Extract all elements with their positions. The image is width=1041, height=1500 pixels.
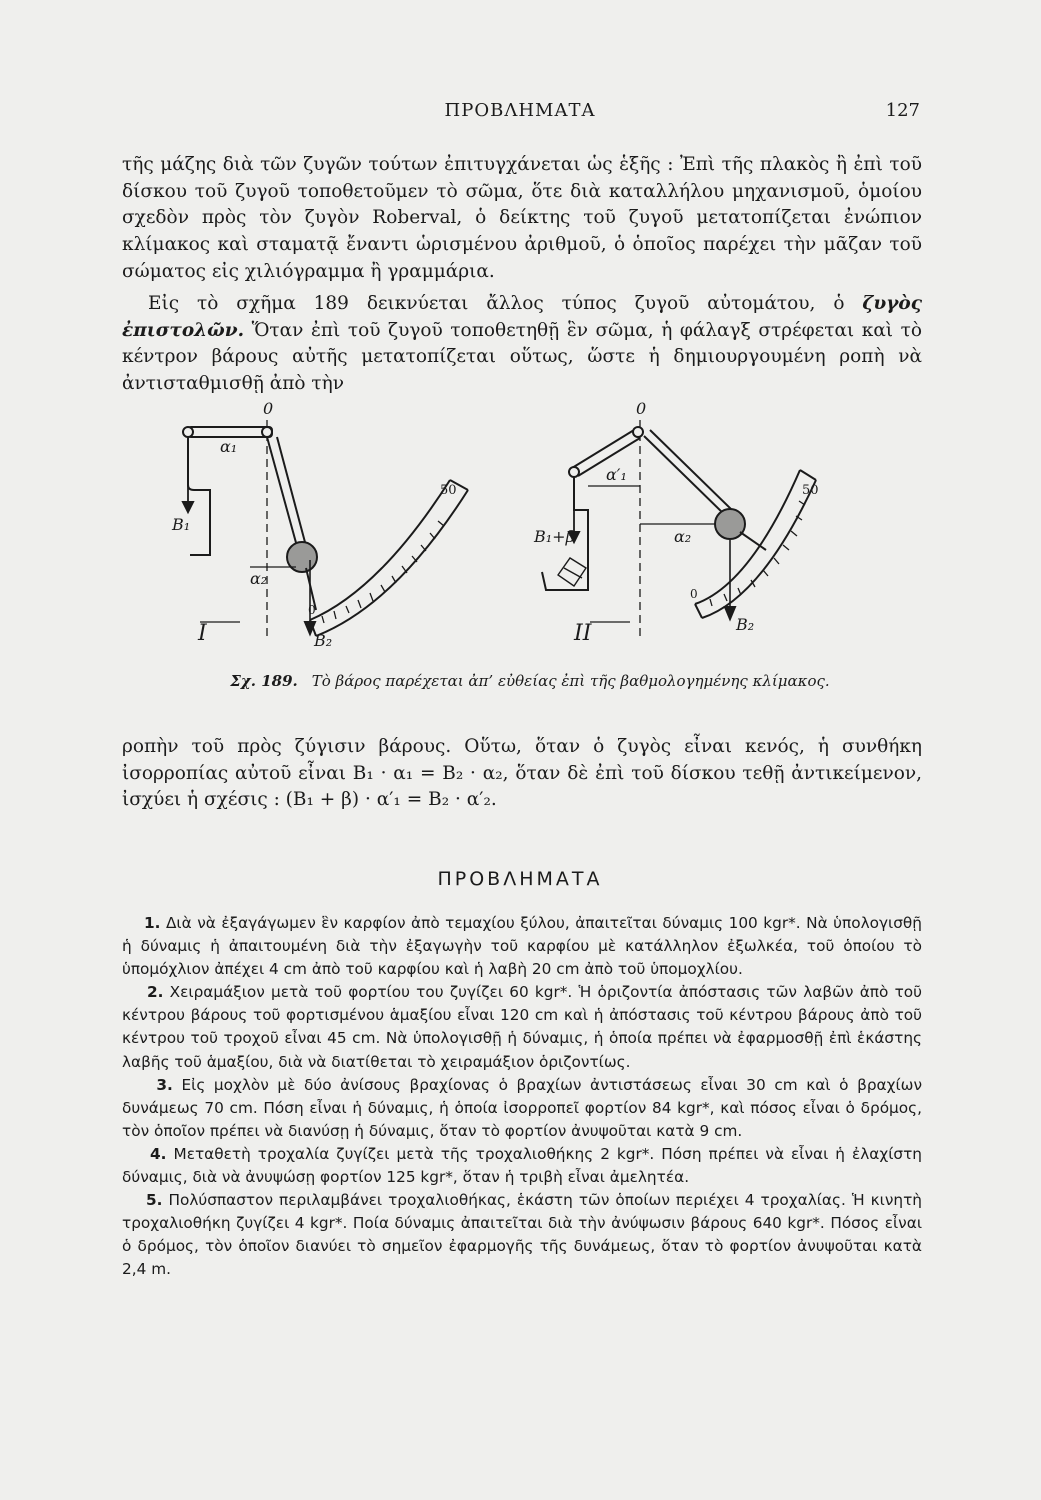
problem-number: 2. bbox=[146, 983, 164, 1002]
problem-item bbox=[122, 1189, 922, 1281]
left-pivot-2 bbox=[569, 467, 579, 477]
b2-label-1: B₂ bbox=[314, 631, 333, 650]
figure-189 bbox=[150, 390, 850, 670]
pivot-label-1: 0 bbox=[263, 399, 274, 418]
paragraph-3: ροπὴν τοῦ πρὸς ζύγισιν βάρους. Οὕτω, ὅταν ὁ ζυγὸς εἶναι κενός, ἡ συνθήκη ἰσορροπίας αὐτοῦ εἶναι B₁ · α₁ = B₂ · α₂, ὅταν δὲ ἐπὶ τοῦ δίσκου τεθῇ ἀντικείμενον, ἰσχύει ἡ σχέσις : (B₁ + β) · α′₁ = B₂ · α′₂. bbox=[122, 736, 922, 811]
main-pivot bbox=[262, 427, 272, 437]
roman-numeral-2: II bbox=[574, 621, 592, 646]
problem-number: 1. bbox=[144, 914, 161, 932]
paragraph-1: τῆς μάζης διὰ τῶν ζυγῶν τούτων ἐπιτυγχάνεται ὡς ἑξῆς : Ἐπὶ τῆς πλακὸς ἢ ἐπὶ τοῦ δίσκου τοῦ ζυγοῦ τοποθετοῦμεν τὸ σῶμα, ὅτε διὰ καταλλήλου μηχανισμοῦ, ὁμοίου σχεδὸν πρὸς τὸν ζυγὸν Roberval, ὁ δείκτης τοῦ ζυγοῦ μετατοπίζεται ἐνώπιον κλίμακος καὶ σταματᾷ ἔναντι ὡρισμένου ἀριθμοῦ, ὁ ὁποῖος παρέχει τὴν μᾶζαν τοῦ σώματος εἰς χιλιόγραμμα ἢ γραμμάρια. bbox=[122, 154, 922, 282]
scale-arc-outer bbox=[316, 490, 468, 636]
pivot-label-2: 0 bbox=[636, 399, 647, 418]
problem-text: Χειραμάξιον μετὰ τοῦ φορτίου του ζυγίζει 60 kgr*. Ἡ ὁριζοντία ἀπόστασις τῶν λαβῶν ἀπὸ τοῦ κέντρου βάρους τοῦ φορτισμένου ἁμαξίου εἶναι 120 cm καὶ ἡ ἀπόστασις τοῦ κέντρου βάρους ἀπὸ τοῦ κέντρου τοῦ τροχοῦ εἶναι 45 cm. Νὰ ὑπολογισθῇ ἡ δύναμις, ἡ ὁποία πρέπει νὰ ἐφαρμοσθῇ ἐπὶ ἑκάστης λαβῆς τοῦ ἁμαξίου, διὰ νὰ διατίθεται τὸ χειραμάξιον ὁριζοντίως. bbox=[122, 983, 922, 1071]
paragraph-2-after: Ὅταν ἐπὶ τοῦ ζυγοῦ τοποθετηθῇ ἓν σῶμα, ἡ φάλαγξ στρέφεται καὶ τὸ κέντρον βάρους αὐτῆς μετατοπίζεται οὕτως, ὥστε ἡ δημιουργουμένη ροπὴ νὰ ἀντισταθμισθῇ ἀπὸ τὴν bbox=[122, 319, 922, 395]
b2-label-2: B₂ bbox=[736, 615, 755, 634]
scale-zero-label-1: 0 bbox=[308, 603, 316, 617]
problem-item bbox=[122, 1074, 922, 1143]
paragraph-2-before: Εἰς τὸ σχῆμα 189 δεικνύεται ἄλλος τύπος ζυγοῦ αὐτομάτου, ὁ bbox=[148, 293, 863, 314]
scale-arc-outer-2 bbox=[702, 480, 816, 618]
figure-caption bbox=[200, 672, 860, 690]
problem-text: Εἰς μοχλὸν μὲ δύο ἀνίσους βραχίονας ὁ βραχίων ἀντιστάσεως εἶναι 30 cm καὶ ὁ βραχίων δυνάμεως 70 cm. Πόση εἶναι ἡ δύναμις, ἡ ὁποία ἰσορροπεῖ φορτίον 84 kgr*, καὶ πόσος εἶναι ὁ δρόμος, τὸν ὁποῖον πρέπει νὰ διανύσῃ ἡ δύναμις, ὅταν τὸ φορτίον ἀνυψοῦται κατὰ 9 cm. bbox=[122, 1075, 922, 1140]
problem-text: Διὰ νὰ ἐξαγάγωμεν ἓν καρφίον ἀπὸ τεμαχίου ξύλου, ἀπαιτεῖται δύναμις 100 kgr*. Νὰ ὑπολογισθῇ ἡ δύναμις ἡ ἀπαιτουμένη διὰ τὴν ἐξαγωγὴν τοῦ καρφίου μὲ κατάλληλον ἐξωλκέα, τοῦ ὁποίου τὸ ὑπομόχλιον ἀπέχει 4 cm ἀπὸ τοῦ καρφίου καὶ ἡ λαβὴ 20 cm ἀπὸ τοῦ ὑπομοχλίου. bbox=[122, 914, 922, 979]
scale-zero-label-2: 0 bbox=[690, 587, 698, 601]
b2-arrow-head-2 bbox=[725, 607, 735, 619]
scale-arc-inner bbox=[310, 480, 450, 620]
counterweight-2 bbox=[715, 509, 745, 539]
letter-pan bbox=[188, 437, 210, 555]
roman-numeral-1: I bbox=[198, 621, 207, 646]
problem-item bbox=[122, 912, 922, 981]
scale-ticks-1 bbox=[322, 521, 444, 623]
letters-icon bbox=[558, 558, 586, 586]
b1-label: B₁ bbox=[172, 515, 191, 534]
beam-arm-2a bbox=[572, 430, 634, 468]
caption-text: Τὸ βάρος παρέχεται ἀπ’ εὐθείας ἐπὶ τῆς βαθμολογημένης κλίμακος. bbox=[311, 672, 830, 690]
a2-label: α₂ bbox=[250, 569, 268, 588]
b1-arrow-head bbox=[183, 502, 193, 512]
problem-item bbox=[122, 1143, 922, 1189]
a2-prime-label: α₂ bbox=[674, 527, 692, 546]
problem-item bbox=[122, 981, 922, 1073]
problem-text: Πολύσπαστον περιλαμβάνει τροχαλιοθήκας, ἑκάστη τῶν ὁποίων περιέχει 4 τροχαλίας. Ἡ κινητὴ τροχαλιοθήκη ζυγίζει 4 kgr*. Ποία δύναμις ἀπαιτεῖται διὰ τὴν ἀνύψωσιν βάρους 640 kgr*. Πόσος εἶναι ὁ δρόμος, τὸν ὁποῖον διανύει τὸ σημεῖον ἐφαρμογῆς τῆς δυνάμεως, ὅταν τὸ φορτίον ἀνυψοῦται κατὰ 2,4 m. bbox=[122, 1191, 922, 1279]
pointer-arm-2b bbox=[650, 430, 732, 510]
problem-text: Μεταθετὴ τροχαλία ζυγίζει μετὰ τῆς τροχαλιοθήκης 2 kgr*. Πόση πρέπει νὰ εἶναι ἡ ἐλαχίστη δύναμις, διὰ νὰ ἀνυψώσῃ φορτίον 125 kgr*, ὅταν ἡ τριβὴ εἶναι ἀμελητέα. bbox=[122, 1144, 922, 1187]
caption-number: Σχ. 189. bbox=[230, 672, 298, 690]
beam-arm bbox=[188, 427, 272, 437]
main-pivot-2 bbox=[633, 427, 643, 437]
left-pivot bbox=[183, 427, 193, 437]
paragraph-2 bbox=[122, 291, 922, 398]
problem-number: 4. bbox=[150, 1144, 167, 1163]
figure-189-drawing bbox=[150, 390, 850, 670]
scale-max-label-1: 50 bbox=[440, 483, 457, 498]
paragraph-2-emphasis: ζυγὸς ἐπιστολῶν. bbox=[122, 293, 922, 341]
b1-beta-label: B₁+β bbox=[534, 527, 575, 546]
pointer-arm-2a bbox=[644, 436, 726, 516]
page-number: 127 bbox=[885, 100, 920, 121]
problem-list bbox=[122, 912, 922, 1282]
problem-number: 5. bbox=[146, 1191, 163, 1210]
a1-label: α₁ bbox=[220, 437, 238, 456]
problem-number: 3. bbox=[156, 1075, 173, 1094]
running-header: ΠΡΟΒΛΗΜΑΤΑ bbox=[444, 100, 596, 121]
scale-ends bbox=[310, 480, 468, 636]
section-title: ΠΡΟΒΛΗΜΑΤΑ bbox=[437, 868, 603, 890]
scale-max-label-2: 50 bbox=[802, 483, 819, 498]
a1-prime-label: α′₁ bbox=[606, 465, 627, 484]
